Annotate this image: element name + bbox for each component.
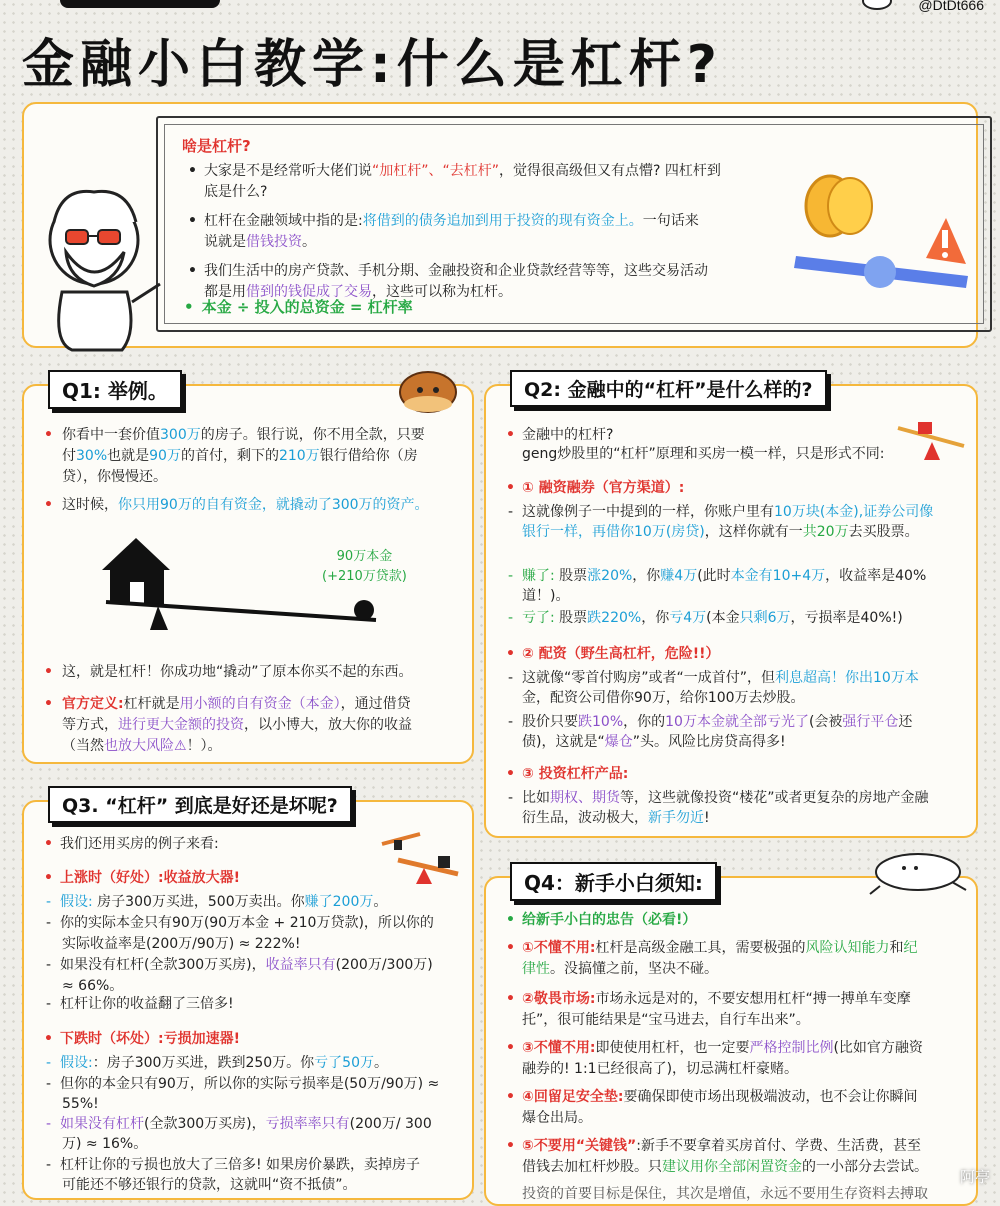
q4-advice-5: • ⑤不要用“关键钱”:新手不要拿着买房首付、学费、生活费，甚至 <box>506 1138 921 1154</box>
q3-down-5: 万) ≈ 16%。 <box>62 1136 148 1152</box>
q1-line-4: • 这时候，你只用90万的自有资金，就撬动了300万的资产。 <box>44 497 429 513</box>
q1-definition-3: （当然也放大风险⚠！）。 <box>62 738 222 754</box>
seesaw-balance-icon <box>380 830 460 886</box>
q2-s2-line-2: 金，配资公司借你90万，给你100万去炒股。 <box>522 690 805 706</box>
q2-s1-line-2: 银行一样，再借你10万(房贷)，这样你就有一共20万去买股票。 <box>522 524 919 540</box>
q4-advice-3b: 融券的! 1:1已经很高了)，切忌满杠杆豪赌。 <box>522 1061 799 1077</box>
running-mascot-icon <box>866 846 970 896</box>
leverage-formula: • 本金 ÷ 投入的总资金 = 杠杆率 <box>184 298 413 316</box>
intro-point-1: • 大家是不是经常听大佬们说“加杠杆”、“去杠杆”，觉得很高级但又有点懵? 四杠杆到 底是什么? <box>188 163 721 200</box>
q3-up-heading: • 上涨时（好处）:收益放大器! <box>44 870 240 886</box>
author-handle: @DtDt666 <box>918 0 984 13</box>
q2-line-1: • 金融中的杠杆? <box>506 427 614 443</box>
q2-s2-line-3: - 股价只要跌10%，你的10万本金就全部亏光了(会被强行平仓还 <box>508 714 913 730</box>
q2-s1-line-1: - 这就像例子一中提到的一样，你账户里有10万块(本金),证券公司像 <box>508 504 934 520</box>
intro-point-3: • 我们生活中的房产贷款、手机分期、金融投资和企业贷款经营等等，这些交易活动 都是用借到的钱促成了交易，这些可以称为杠杆。 <box>188 263 708 300</box>
q3-down-6: - 杠杆让你的亏损也放大了三倍多! 如果房价暴跌，卖掉房子 <box>46 1157 421 1173</box>
q2-section-1: • ① 融资融券（官方渠道）: <box>506 480 685 496</box>
q1-line-1: • 你看中一套价值300万的房子。银行说，你不用全款，只要 <box>44 427 425 443</box>
page-title: 金融小白教学:什么是杠杆? <box>22 35 723 95</box>
q2-line-2: geng炒股里的“杠杆”原理和买房一模一样，只是形式不同: <box>522 446 885 462</box>
q4-advice-2: • ②敬畏市场:市场永远是对的，不要安想用杠杆“搏一搏单车变摩 <box>506 991 911 1007</box>
q4-advice-1: • ①不懂不用:杠杆是高级金融工具，需要极强的风险认知能力和纪 <box>506 940 918 956</box>
q4-advice-1b: 律性。没搞懂之前，坚决不碰。 <box>522 961 718 977</box>
q1-line-3: 贷），你慢慢还。 <box>62 469 167 485</box>
q1-definition-2: 等方式，进行更大金额的投资，以小博大，放大你的收益 <box>62 717 412 733</box>
q3-line-1: • 我们还用买房的例子来看: <box>44 836 219 852</box>
chestnut-mascot-icon <box>396 364 460 414</box>
q1-line-2: 付30%也就是90万的首付，剩下的210万银行借给你（房 <box>62 448 418 464</box>
q4-advice-3: • ③不懂不用:即使使用杠杆，也一定要严格控制比例(比如官方融资 <box>506 1040 923 1056</box>
intro-question: 啥是杠杆? <box>182 137 251 155</box>
q2-s3-line-1: - 比如期权、期货等，这些就像投资“楼花”或者更复杂的房地产金融 <box>508 790 929 806</box>
q4-heading: • 给新手小白的忠告（必看!） <box>506 912 697 928</box>
q1-line-5: • 这，就是杠杆！你成功地“撬动”了原本你买不起的东西。 <box>44 664 413 680</box>
q4-advice-4b: 爆仓出局。 <box>522 1110 592 1126</box>
seesaw-small-icon <box>894 416 968 462</box>
q1-definition-1: • 官方定义:杠杆就是用小额的自有资金（本金），通过借贷 <box>44 696 411 712</box>
intro-point-2: • 杠杆在金融领域中指的是:将借到的债务追加到用于投资的现有资金上。一句话来 说就是借钱投资。 <box>188 213 699 250</box>
q3-down-heading: • 下跌时（坏处）:亏损加速器! <box>44 1031 240 1047</box>
author-avatar-icon <box>862 0 892 10</box>
q3-up-6: - 杠杆让你的收益翻了三倍多! <box>46 996 234 1012</box>
teacher-character-icon <box>32 182 162 350</box>
q3-up-5: ≈ 66%。 <box>62 978 124 994</box>
q2-s2-line-4: 债)，这就是“爆仓”头。风险比房贷高得多! <box>522 734 786 750</box>
q3-down-2: - 但你的本金只有90万，所以你的实际亏损率是(50万/90万) ≈ <box>46 1076 440 1092</box>
footer-badge: 阿亭 <box>959 1168 990 1186</box>
q2-title: Q2: 金融中的“杠杆”是什么样的? <box>510 370 827 407</box>
q3-down-3: 55%! <box>62 1096 99 1112</box>
q3-up-2: - 你的实际本金只有90万(90万本金 + 210万贷款)，所以你的 <box>46 915 434 931</box>
q2-section-2: • ② 配资（野生高杠杆，危险!!） <box>506 646 720 662</box>
balance-label: 90万本金 (+210万贷款) <box>322 549 407 584</box>
q3-down-7: 可能还不够还银行的贷款，这就叫“资不抵债”。 <box>62 1177 357 1193</box>
q2-loss-line: - 亏了: 股票跌220%，你亏4万(本金只剩6万，亏损率是40%!) <box>508 610 903 626</box>
q3-title: Q3. “杠杆” 到底是好还是坏呢? <box>48 786 352 823</box>
q2-earn-line-2: 道！)。 <box>522 588 570 604</box>
top-badge-strip <box>60 0 220 8</box>
q4-advice-2b: 托”，很可能结果是“宝马进去，自行车出来”。 <box>522 1012 810 1028</box>
q2-section-3: • ③ 投资杠杆产品: <box>506 766 629 782</box>
q4-title: Q4：新手小白须知: <box>510 862 717 901</box>
q2-s2-line-1: - 这就像“零首付购房”或者“一成首付”，但利息超高！你出10万本 <box>508 670 919 686</box>
q1-title: Q1: 举例。 <box>48 370 182 409</box>
q4-advice-5b: 借钱去加杠杆炒股。只建议用你全部闲置资金的一小部分去尝试。 <box>522 1159 928 1175</box>
q4-advice-4: • ④回留足安全垫:要确保即使市场出现极端波动，也不会让你瞬间 <box>506 1089 918 1105</box>
seesaw-coins-icon <box>776 164 976 294</box>
q4-advice-6: 投资的首要目标是保住，其次是增值，永远不要用生存资料去搏取 <box>522 1186 928 1202</box>
q2-earn-line: - 赚了: 股票涨20%，你赚4万(此时本金有10+4万，收益率是40% <box>508 568 927 584</box>
q3-up-3: 实际收益率是(200万/90万) ≈ 222%! <box>62 936 301 952</box>
q3-down-4: - 如果没有杠杆(全款300万买房)，亏损率率只有(200万/ 300 <box>46 1116 432 1132</box>
q3-down-1: - 假设:：房子300万买进，跌到250万。你亏了50万。 <box>46 1055 388 1071</box>
q2-s3-line-2: 衍生品，波动极大，新手勿近! <box>522 810 710 826</box>
q3-up-4: - 如果没有杠杆(全款300万买房)，收益率只有(200万/300万) <box>46 957 433 973</box>
q3-up-1: - 假设: 房子300万买进，500万卖出。你赚了200万。 <box>46 894 388 910</box>
